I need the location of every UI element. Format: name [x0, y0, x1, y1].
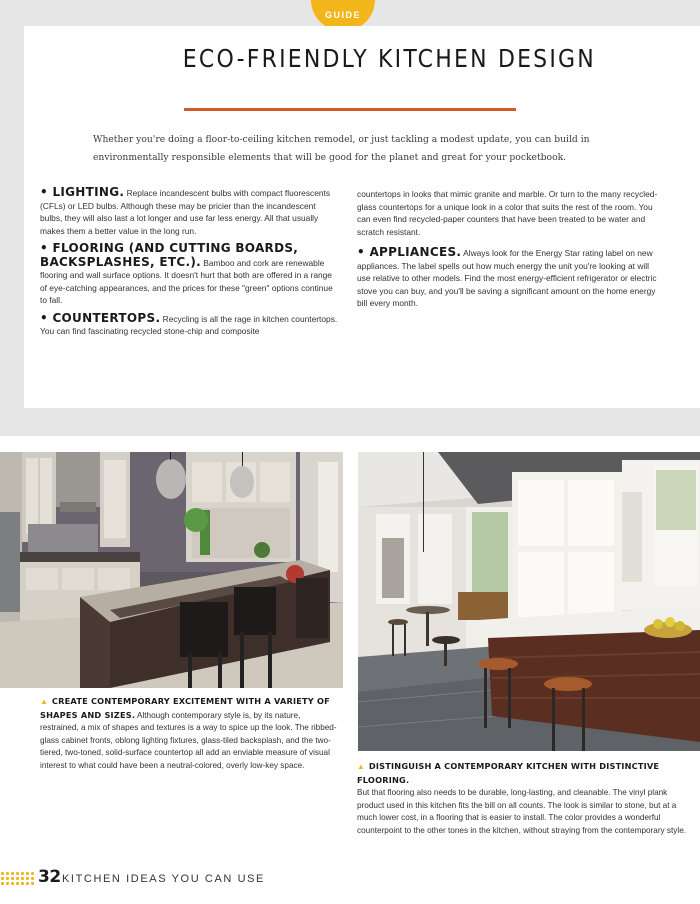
photo-caption-right	[357, 760, 687, 837]
caption-heading: DISTINGUISH A CONTEMPORARY KITCHEN WITH DISTINCTIVE FLOORING.	[357, 761, 660, 785]
section-appliances	[357, 246, 662, 310]
publication-title: KITCHEN IDEAS YOU CAN USE	[62, 873, 265, 885]
photo-caption-left	[40, 695, 340, 772]
caption-marker-icon: ▲	[40, 697, 48, 706]
page-number: 32	[38, 867, 61, 887]
section-heading: • APPLIANCES.	[357, 245, 462, 259]
article-column-left	[40, 186, 340, 343]
caption-body: Although contemporary style is, by its nature, restrained, a mix of shapes and textures is a way to spice up the look. The ribbed-glass cabinet fronts, oblong lighting fixtures, glass-tiled backsplash, and the two-tiered, two-toned, solid-surface countertop all add an enviable measure of visual interest to what could have been a neutral-colored, overly low-key space.	[40, 710, 337, 770]
section-tab: GUIDE	[311, 0, 375, 31]
footer-dot-pattern	[0, 871, 34, 887]
section-countertops	[40, 312, 340, 338]
title-underline	[184, 108, 516, 111]
section-lighting	[40, 186, 340, 237]
caption-body: But that flooring also needs to be durable, long-lasting, and cleanable. The vinyl plank product used in this kitchen fits the bill on all counts. The look is similar to stone, but at a much lower cost, in a flooring that is easier to install. The color provides a wonderful counterpoint to the other tones in the kitchen, without straying from the contemporary style.	[357, 788, 687, 835]
section-countertops-continued: countertops in looks that mimic granite and marble. Or turn to the many recycled-glass countertops for a unique look in a color that suits the rest of the room. You can even find recycled-paper counters that have been treated to be water and scratch resistant.	[357, 189, 658, 237]
section-heading: • LIGHTING.	[40, 185, 125, 199]
caption-marker-icon: ▲	[357, 762, 365, 771]
section-body: Bamboo and cork are renewable flooring and wall surface options. It doesn't hurt that both are offered in a range of eye-catching appearances, and the prices for these "green" options continue to fall.	[40, 257, 333, 305]
caption-heading: CREATE CONTEMPORARY EXCITEMENT WITH A VARIETY OF SHAPES AND SIZES.	[40, 696, 330, 720]
section-heading: • COUNTERTOPS.	[40, 310, 161, 325]
section-body: Recycling is all the rage in kitchen countertops. You can find fascinating recycled stone-chip and composite	[40, 313, 338, 336]
kitchen-photo-left	[0, 452, 343, 688]
section-body: Always look for the Energy Star rating label on new appliances. The label spells out how much energy the unit you're looking at will use relative to other models. Find the most energy-efficient refrigerator or electric stove you can buy, and you'll be saving a significant amount on the home energy bill every month.	[357, 248, 657, 308]
page-title: ECO-FRIENDLY KITCHEN DESIGN	[182, 44, 596, 73]
intro-paragraph: Whether you're doing a floor-to-ceiling kitchen remodel, or just tackling a modest update, you can build in environmentally responsible elements that will be good for the planet and great for your pocketbook.	[93, 134, 590, 163]
section-body: Replace incandescent bulbs with compact fluorescents (CFLs) or LED bulbs. Although these may be pricier than the incandescent bulbs, they will also last a lot longer and use far less energy. All that usually makes them a better value in the long run.	[40, 188, 331, 236]
section-heading: • FLOORING (AND CUTTING BOARDS, BACKSPLASHES, ETC.).	[40, 241, 299, 269]
section-flooring	[40, 242, 340, 307]
kitchen-photo-right	[358, 452, 700, 751]
article-column-right	[357, 188, 662, 315]
